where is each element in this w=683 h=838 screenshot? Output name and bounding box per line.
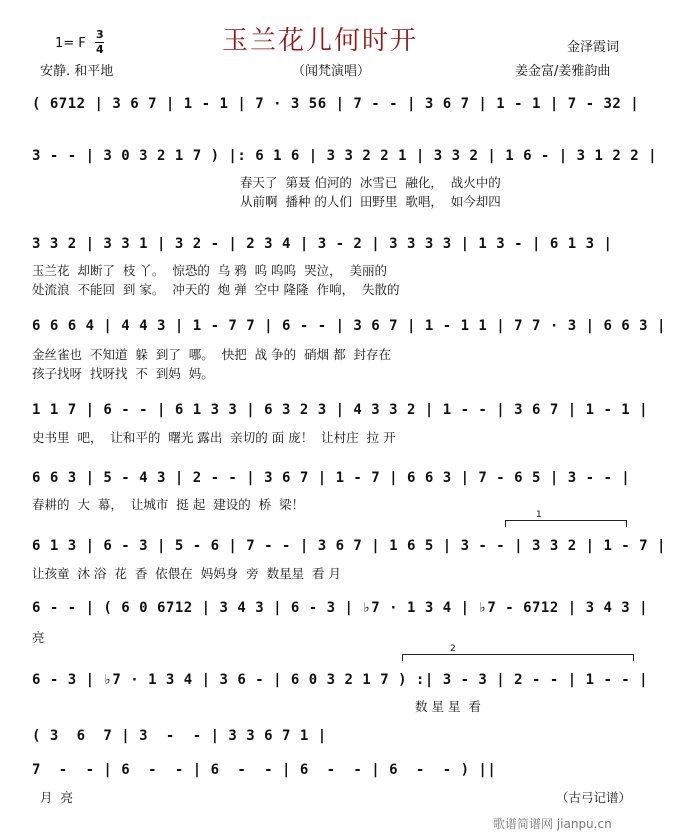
lyric-row-8: 亮 bbox=[32, 630, 45, 645]
volta-2-bracket bbox=[402, 654, 634, 661]
time-signature-bottom: 4 bbox=[96, 43, 104, 56]
song-title: 玉兰花儿何时开 bbox=[222, 26, 419, 56]
notation-row-4: 6 6 6 4 | 4 4 3 | 1 - 7 7 | 6 - - | 3 6 7 | 1 - 1 1 | 7 7 · 3 | 6 6 3 | bbox=[32, 318, 666, 334]
notation-row-9: 6 - 3 | ♭7 · 1 3 4 | 3 6 - | 6 0 3 2 1 7 ) :| 3 - 3 | 2 - - | 1 - - | bbox=[32, 672, 649, 688]
volta-2-label: 2 bbox=[450, 644, 456, 654]
notation-row-3: 3 3 2 | 3 3 1 | 3 2 - | 2 3 4 | 3 - 2 | 3 3 3 3 | 1 3 - | 6 1 3 | bbox=[32, 236, 613, 252]
notation-row-2: 3 - - | 3 0 3 2 1 7 ) |: 6 1 6 | 3 3 2 2 1 | 3 3 2 | 1 6 - | 3 1 2 2 | bbox=[32, 148, 658, 164]
lyric-row-6: 春耕的 大 幕， 让城市 挺 起 建设的 桥 梁！ bbox=[32, 497, 305, 512]
notation-credit: （古弓记谱） bbox=[556, 790, 632, 805]
lyric-row-2-verse-1: 春天了 第聂 伯河的 冰雪已 融化， 战火中的 bbox=[240, 175, 501, 190]
lyric-row-4-verse-1: 金丝雀也 不知道 躲 到了 哪。 快把 战 争的 硝烟 都 封存在 bbox=[32, 347, 392, 362]
notation-row-10: ( 3 6 7 | 3 - - | 3 3 6 7 1 | bbox=[32, 728, 327, 744]
lyric-row-9: 数 星 星 看 bbox=[415, 699, 481, 714]
lyric-row-11: 月 亮 bbox=[40, 790, 73, 805]
notation-row-11: 7 - - | 6 - - | 6 - - | 6 - - | 6 - - ) || bbox=[32, 762, 497, 778]
mood-marking: 安静. 和平地 bbox=[40, 64, 114, 79]
watermark: 歌谱简谱网 jianpu.cn bbox=[493, 817, 612, 831]
time-signature-top: 3 bbox=[96, 28, 104, 41]
key-signature: 1= F bbox=[55, 36, 86, 51]
lyricist: 金泽霞词 bbox=[567, 40, 620, 55]
composer: 姜金富/姜雅韵曲 bbox=[515, 64, 611, 79]
lyric-row-5: 史书里 吧， 让和平的 曙光 露出 亲切的 面 庞！ 让村庄 拉 开 bbox=[32, 430, 396, 445]
notation-row-5: 1 1 7 | 6 - - | 6 1 3 3 | 6 3 2 3 | 4 3 3 2 | 1 - - | 3 6 7 | 1 - 1 | bbox=[32, 402, 649, 418]
lyric-row-7: 让孩童 沐 浴 花 香 依偎在 妈妈身 旁 数星星 看 月 bbox=[32, 566, 342, 581]
lyric-row-3-verse-2: 处流浪 不能回 到 家。 冲天的 炮 弹 空中 隆隆 作响， 失散的 bbox=[32, 282, 400, 297]
lyric-row-4-verse-2: 孩子找呀 找呀找 不 到妈 妈。 bbox=[32, 366, 214, 381]
volta-1-label: 1 bbox=[536, 510, 542, 520]
lyric-row-3-verse-1: 玉兰花 却断了 枝 丫。 惊恐的 乌 鸦 呜 呜呜 哭泣， 美丽的 bbox=[32, 263, 388, 278]
notation-row-7: 6 1 3 | 6 - 3 | 5 - 6 | 7 - - | 3 6 7 | 1 6 5 | 3 - - | 3 3 2 | 1 - 7 | bbox=[32, 538, 666, 554]
singer: （闻梵演唱） bbox=[292, 64, 371, 79]
notation-row-8: 6 - - | ( 6 0 6712 | 3 4 3 | 6 - 3 | ♭7 · 1 3 4 | ♭7 - 6712 | 3 4 3 | bbox=[32, 600, 649, 616]
lyric-row-2-verse-2: 从前啊 播种 的人们 田野里 歌唱， 如今却四 bbox=[240, 194, 501, 209]
volta-1-bracket bbox=[505, 520, 627, 527]
notation-row-1: ( 6712 | 3 6 7 | 1 - 1 | 7 · 3 56 | 7 - - | 3 6 7 | 1 - 1 | 7 - 32 | bbox=[32, 96, 640, 112]
notation-row-6: 6 6 3 | 5 - 4 3 | 2 - - | 3 6 7 | 1 - 7 | 6 6 3 | 7 - 6 5 | 3 - - | bbox=[32, 470, 631, 486]
